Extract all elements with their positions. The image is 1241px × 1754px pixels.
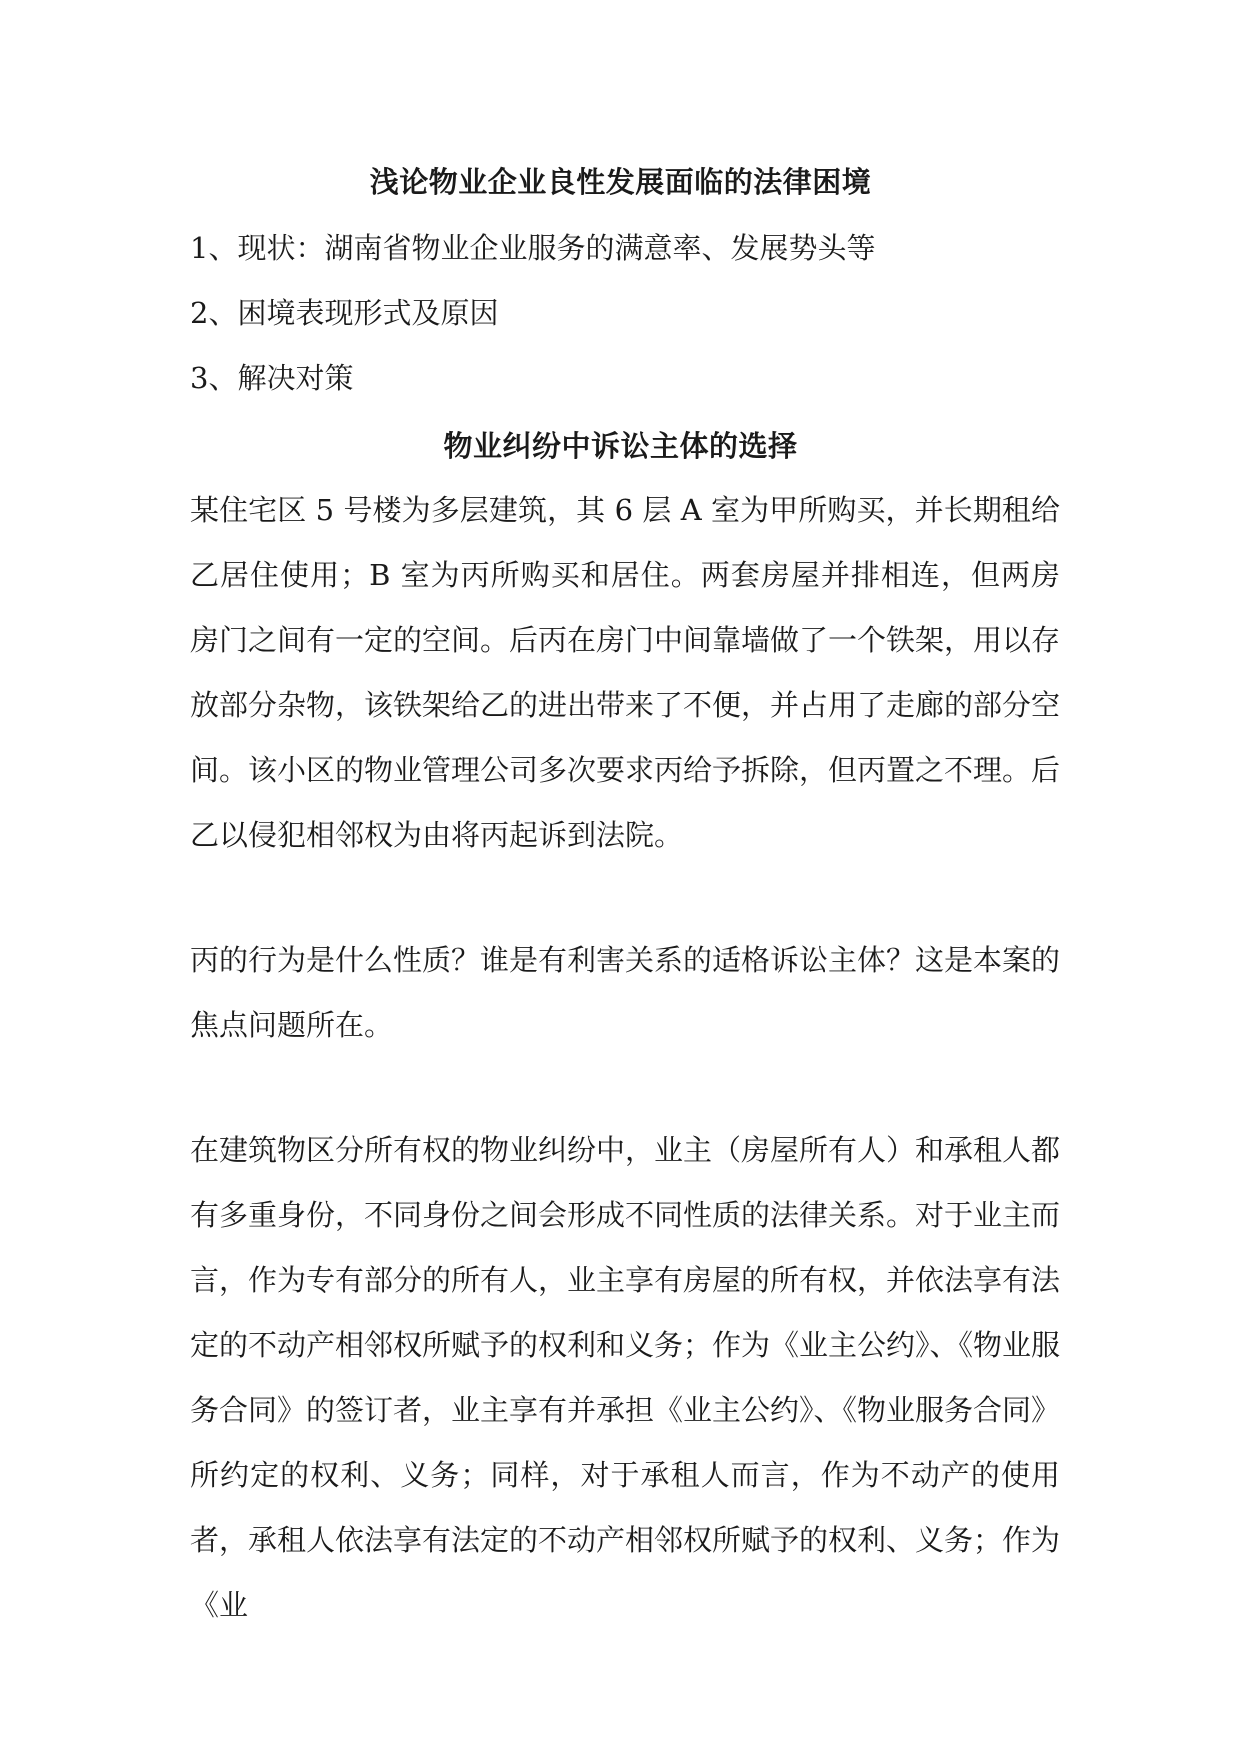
outline-item-2: 2、困境表现形式及原因 xyxy=(190,296,499,330)
outline-item-3: 3、解决对策 xyxy=(190,361,354,395)
paragraph-question: 丙的行为是什么性质？谁是有利害关系的适格诉讼主体？这是本案的焦点问题所在。 xyxy=(190,943,1061,1042)
section-title: 物业纠纷中诉讼主体的选择 xyxy=(443,429,798,463)
paragraph-analysis: 在建筑物区分所有权的物业纠纷中，业主（房屋所有人）和承租人都有多重身份，不同身份之间会形成不同性质的法律关系。对于业主而言，作为专有部分的所有人，业主享有房屋的所有权，并依法享有法定的不动产相邻权所赋予的权利和义务；作为《业主公约》、《物业服务合同》的签订者，业主享有并承担《业主公约》、《物业服务合同》所约定的权利、义务；同样，对于承租人而言，作为不动产的使用者，承租人依法享有法定的不动产相邻权所赋予的权利、义务；作为《业 xyxy=(190,1133,1061,1622)
paragraph-case-description: 某住宅区 5 号楼为多层建筑，其 6 层 A 室为甲所购买，并长期租给乙居住使用；B 室为丙所购买和居住。两套房屋并排相连，但两房房门之间有一定的空间。后丙在房门中间靠墙做了一个铁架，用以存放部分杂物，该铁架给乙的进出带来了不便，并占用了走廊的部分空间。该小区的物业管理公司多次要求丙给予拆除，但丙置之不理。后乙以侵犯相邻权为由将丙起诉到法院。 xyxy=(190,493,1061,852)
document-title: 浅论物业企业良性发展面临的法律困境 xyxy=(369,165,872,199)
outline-item-1: 1、现状：湖南省物业企业服务的满意率、发展势头等 xyxy=(190,231,876,265)
